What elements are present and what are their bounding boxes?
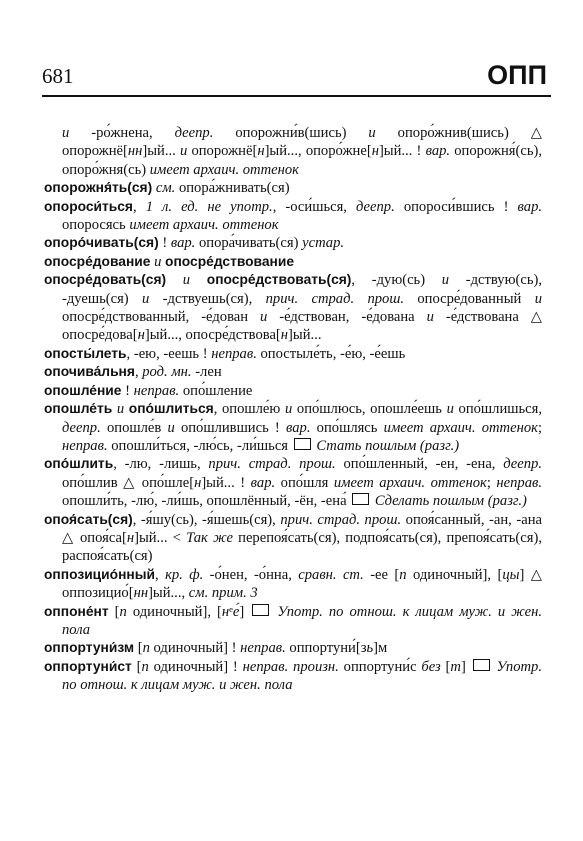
- italic-label: неправ.: [496, 474, 543, 491]
- italic-label: и: [368, 125, 376, 141]
- italic-label: сравн. ст.: [298, 566, 364, 583]
- headword: оппоне́нт: [44, 603, 109, 619]
- entry-text: ,: [134, 364, 143, 381]
- dictionary-entry: [44, 603, 542, 640]
- entry-text: ]ый...,: [148, 585, 189, 602]
- dictionary-entry: [44, 511, 542, 566]
- italic-label: и: [179, 143, 188, 160]
- entry-text: опостыле́ть, -е́ю, -е́ешь: [256, 345, 406, 362]
- guide-word: ОПП: [487, 60, 547, 90]
- entry-text: [: [131, 658, 142, 675]
- headword: опосре́дствовать(ся): [206, 272, 352, 288]
- italic-label: и: [182, 272, 191, 289]
- italic-label: и: [446, 401, 454, 418]
- entry-text: перепоя́сать(ся), подпоя́сать(ся), препоя́сать(ся), распоя́сать(ся): [62, 529, 542, 565]
- entry-text: ] △ оппозицио́[: [62, 566, 542, 602]
- entry-text: опо́шлюсь, опошле́ешь: [292, 401, 447, 418]
- italic-label: н: [137, 327, 145, 344]
- entry-text: [190, 272, 207, 288]
- italic-label: имеет архаич. оттенок: [333, 474, 487, 491]
- headword: опосты́леть: [44, 345, 127, 361]
- headword: опосре́довать(ся): [44, 272, 167, 288]
- dictionary-entry: [44, 253, 542, 271]
- headword: опосре́дствование: [165, 253, 295, 269]
- italic-label: н: [126, 529, 135, 546]
- headword: оппозицио́нный: [44, 566, 156, 582]
- italic-label: имеет архаич. оттенок: [383, 419, 538, 436]
- dictionary-entry: [44, 455, 542, 510]
- italic-label: род. мн.: [142, 364, 192, 381]
- box-icon: [252, 604, 269, 616]
- entry-text: опошли́ть, -лю́, -ли́шь, опошлённый, -ён, -ена́: [62, 493, 351, 510]
- headword: опороси́ться: [44, 198, 133, 214]
- entry-text: ]: [460, 658, 471, 675]
- entry-text: [: [440, 658, 451, 675]
- italic-label: нн: [133, 585, 149, 602]
- entry-text: , -дую(сь): [351, 272, 442, 289]
- headword: опо́шлиться: [128, 401, 214, 417]
- entry-text: опошли́ться, -лю́сь, -ли́шься: [107, 437, 292, 454]
- entry-text: опосре́дованный: [404, 290, 535, 307]
- entry-text: оппортуни́[з: [285, 640, 367, 657]
- entry-text: опо́шлишься,: [453, 401, 542, 418]
- entry-text: [: [134, 640, 143, 657]
- italic-label: неправ.: [133, 382, 180, 399]
- headword: опоро́чивать(ся): [44, 235, 159, 251]
- italic-label: н: [257, 143, 265, 160]
- italic-label: неправ.: [211, 345, 257, 362]
- italic-label: н: [221, 603, 230, 620]
- entry-text: , -ею, -еешь !: [126, 345, 212, 362]
- dictionary-entry: [44, 198, 542, 235]
- box-icon: [352, 493, 369, 505]
- headword: опошле́ние: [44, 382, 122, 398]
- italic-label: вар.: [425, 143, 451, 160]
- headword: оппортуни́ст: [44, 658, 132, 674]
- italic-label: неправ.: [62, 437, 108, 454]
- italic-label: имеет архаич. оттенок: [149, 161, 299, 178]
- headword: опошле́ть: [44, 401, 113, 417]
- italic-label: неправ.: [240, 640, 286, 657]
- entry-text: опосре́дствованный, -е́дован: [62, 309, 260, 326]
- italic-label: нн: [127, 143, 143, 160]
- italic-label: вар.: [250, 474, 276, 491]
- entry-text: !: [121, 382, 134, 399]
- entry-text: одиночный], [: [406, 566, 503, 583]
- entry-text: опошле́в: [100, 419, 168, 436]
- italic-label: вар.: [517, 198, 543, 215]
- entry-text: ;: [537, 419, 543, 436]
- entry-text: ,: [155, 566, 166, 583]
- italic-label: кр. ф.: [165, 566, 204, 583]
- italic-label: п: [142, 640, 150, 657]
- entry-text: ,: [132, 198, 146, 215]
- dictionary-entry: [44, 345, 542, 363]
- entry-text: опо́шление: [179, 382, 253, 399]
- italic-label: прич. страд. прош.: [265, 290, 405, 307]
- italic-label: е́: [232, 603, 240, 620]
- italic-label: и: [284, 401, 293, 418]
- entry-text: ]м: [373, 640, 388, 657]
- italic-label: деепр.: [62, 419, 101, 436]
- entry-text: -е́дствована △ опосре́дова[: [62, 309, 542, 344]
- headword: опосре́дование: [44, 253, 151, 269]
- entry-text: -лен: [191, 364, 222, 381]
- entry-text: одиночный] !: [148, 658, 243, 675]
- entry-text: опора́жнивать(ся): [175, 180, 290, 197]
- entry-text: -дствуешь(ся),: [149, 290, 266, 307]
- entry-text: , -оси́шься,: [272, 198, 356, 215]
- entry-text: -о́нен, -о́нна,: [203, 566, 299, 583]
- italic-label: и: [441, 272, 450, 289]
- dictionary-entry: [44, 179, 542, 197]
- entry-text: опоя́санный, -ан, -ана △ опоя́са[: [62, 511, 542, 546]
- italic-label: и: [534, 290, 542, 307]
- italic-label: см. прим. 3: [188, 585, 258, 602]
- entry-text: опо́шлясь: [310, 419, 384, 436]
- italic-label: 1 л. ед. не употр.: [145, 198, 273, 215]
- entry-text: опорожни́в(шись): [213, 125, 369, 141]
- entry-text: ]ый..., опоро́жне[: [264, 143, 372, 160]
- italic-label: см.: [155, 180, 176, 197]
- italic-label: прич. страд. прош.: [208, 456, 336, 473]
- italic-label: п: [141, 658, 149, 675]
- entry-text: , опошле́ю: [213, 401, 285, 418]
- entry-text: -дствую(сь), -дуешь(ся): [62, 272, 542, 307]
- dictionary-entry: [44, 234, 542, 252]
- italic-label: и: [116, 401, 125, 418]
- entry-text: ]ый...: [288, 327, 322, 344]
- dictionary-entry: [44, 382, 542, 400]
- italic-label: Стать пошлым (разг.): [316, 437, 460, 454]
- entry-text: ]ый... !: [378, 143, 426, 160]
- italic-label: без: [421, 658, 441, 675]
- italic-label: н: [371, 143, 379, 160]
- entry-text: опорожнё[: [187, 143, 258, 160]
- italic-label: прич. страд. прош.: [280, 511, 402, 528]
- dictionary-entry: [44, 658, 542, 695]
- dictionary-entry: [44, 400, 542, 455]
- entry-text: опороси́вшись !: [394, 198, 518, 215]
- entry-text: [166, 272, 183, 288]
- italic-label: деепр.: [503, 456, 542, 473]
- italic-label: Так же: [186, 529, 233, 546]
- headword: опорожня́ть(ся): [44, 180, 153, 196]
- entry-text: опоросясь: [62, 217, 130, 234]
- italic-label: и: [142, 290, 150, 307]
- entry-text: ]ый..., опосре́дствова[: [144, 327, 281, 344]
- italic-label: деепр.: [174, 125, 214, 141]
- entry-text: опоро́жнив(шись) △ опорожнё[: [62, 125, 542, 160]
- entry-text: опорожня́(сь), опоро́жня(сь): [62, 143, 543, 178]
- italic-label: и: [167, 419, 175, 436]
- box-icon: [473, 659, 490, 671]
- italic-label: т: [450, 658, 461, 675]
- italic-label: и: [154, 253, 162, 270]
- italic-label: н: [194, 474, 202, 491]
- entry-text: [: [108, 603, 120, 620]
- italic-label: Употр. по отнош. к лицам муж. и жен. пола: [62, 658, 543, 694]
- italic-label: вар.: [170, 235, 196, 252]
- entry-text: опо́шлив △ опо́шле[: [62, 474, 195, 491]
- dictionary-entry: [44, 271, 542, 345]
- entry-text: одиночный] !: [149, 640, 241, 657]
- italic-label: ь: [366, 640, 374, 657]
- entry-text: опо́шля: [275, 474, 334, 491]
- entry-text: !: [158, 235, 171, 252]
- entry-text: , -лю, -лишь,: [113, 456, 209, 473]
- entry-text: ]ый...: [142, 143, 180, 160]
- headword: опочива́льня: [44, 364, 135, 380]
- italic-label: и: [62, 125, 70, 141]
- italic-label: вар.: [286, 419, 311, 436]
- entry-text: ;: [486, 474, 497, 491]
- header-rule: [42, 95, 551, 97]
- dictionary-entry: [44, 124, 542, 179]
- italic-label: п: [399, 566, 407, 583]
- entry-text: ]ый... !: [201, 474, 251, 491]
- entry-text: , -я́шу(сь), -я́шешь(ся),: [132, 511, 281, 528]
- box-icon: [294, 438, 311, 450]
- entry-text: -ее [: [363, 566, 400, 583]
- entry-text: опо́шлившись !: [174, 419, 286, 436]
- italic-label: цы: [502, 566, 520, 583]
- italic-label: н: [280, 327, 289, 344]
- italic-label: имеет архаич. оттенок: [129, 217, 279, 234]
- italic-label: и: [426, 309, 434, 326]
- italic-label: неправ. произн.: [242, 658, 339, 675]
- italic-label: п: [119, 603, 127, 620]
- dictionary-entry: [44, 639, 542, 657]
- headword: опоя́сать(ся): [44, 511, 133, 527]
- headword: оппортуни́зм: [44, 640, 135, 656]
- entry-text: -е́дствован, -е́дована: [267, 309, 427, 326]
- italic-label: и: [260, 309, 268, 326]
- entry-text: ]ый... <: [134, 529, 187, 546]
- headword: опо́шлить: [44, 456, 114, 472]
- italic-label: деепр.: [356, 198, 395, 215]
- italic-label: Употр. по отнош. к лицам муж. и жен. пола: [62, 603, 542, 638]
- entry-text: опора́чивать(ся): [195, 235, 303, 252]
- dictionary-entry: [44, 363, 542, 381]
- page-number: 681: [42, 64, 74, 88]
- dictionary-entry: [44, 566, 542, 603]
- entry-text: ᵉ: [229, 603, 233, 620]
- entry-text: ]: [239, 603, 251, 620]
- italic-label: Сделать пошлым (разг.): [374, 493, 527, 510]
- entry-text: опо́шленный, -ен, -ена,: [335, 456, 504, 473]
- entry-text: -ро́жнена,: [69, 125, 175, 141]
- italic-label: устар.: [302, 235, 345, 252]
- entry-text: одиночный], [: [126, 603, 222, 620]
- entry-list: [44, 124, 542, 695]
- entry-text: оппортуни́с: [338, 658, 422, 675]
